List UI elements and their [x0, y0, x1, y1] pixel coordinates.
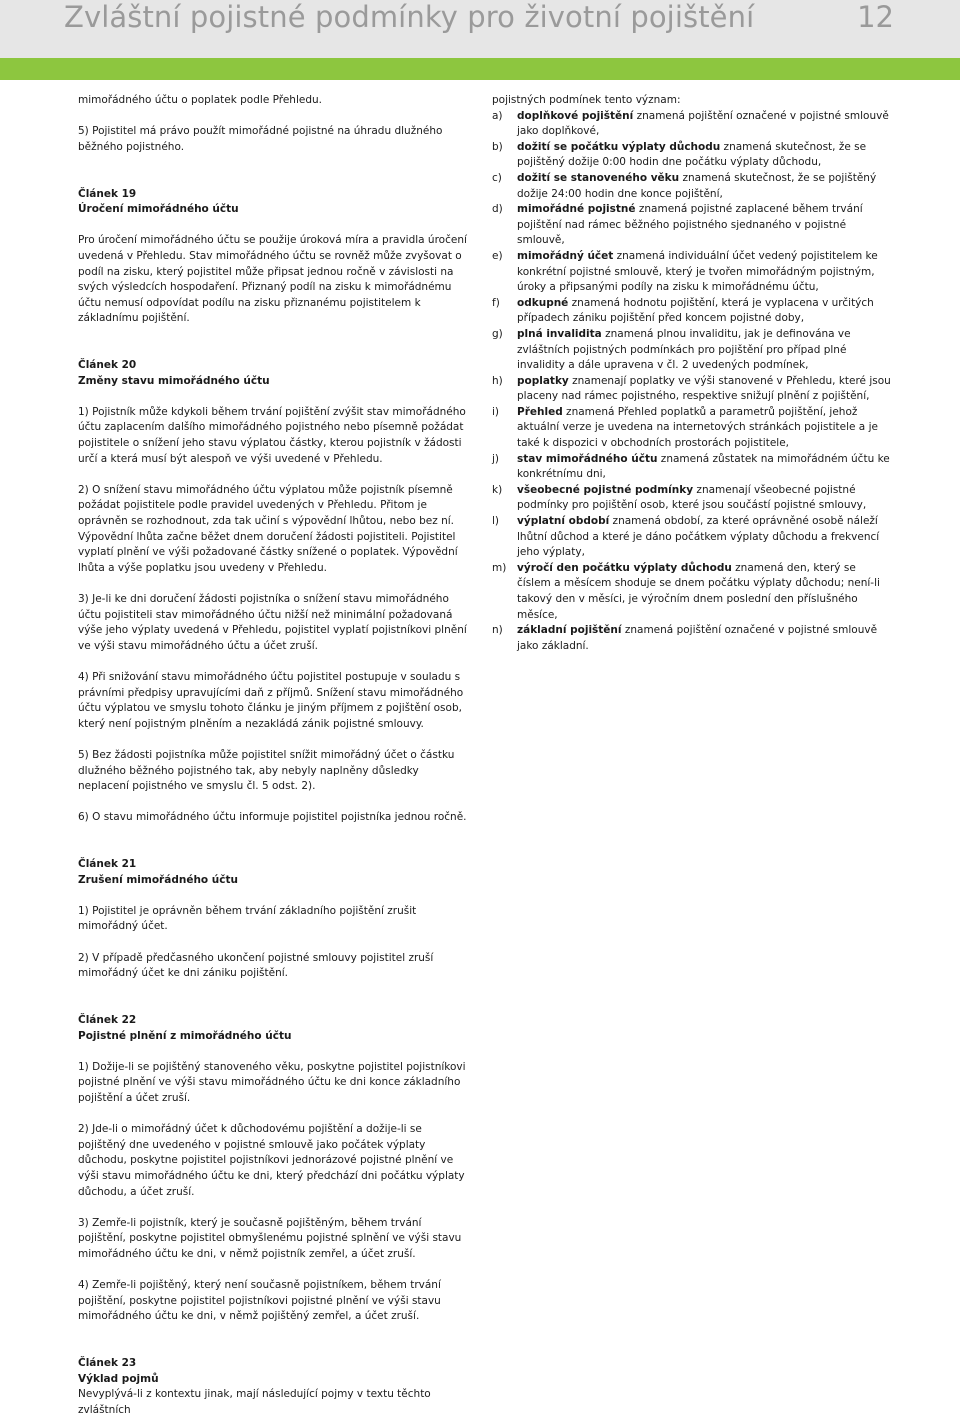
definition-letter: m) — [492, 561, 507, 574]
page-header — [0, 0, 960, 58]
definition-item — [492, 140, 892, 171]
document-title: Zvláštní pojistné podmínky pro životní pojištění — [64, 0, 755, 34]
definition-term: odkupné — [517, 296, 569, 309]
paragraph: 3) Je-li ke dni doručení žádosti pojistníka o snížení stavu mimořádného účtu pojistiteli stav mimořádného účtu nižší než minimální požadovaná výše jeho výplaty uvedená v Přehledu, pojistitel vyplatí pojistníkovi plnění ve výši stavu mimořádného účtu a účet zruší. — [78, 593, 467, 652]
definition-text: znamenají poplatky ve výši stanovené v Přehledu, které jsou placeny nad rámec pojistného, respektive snižují plnění z pojištění, — [517, 374, 891, 403]
definition-term: plná invalidita — [517, 327, 602, 340]
definition-text: znamená hodnotu pojištění, která je vyplacena v určitých případech zániku pojištění před koncem pojistné doby, — [517, 296, 874, 325]
article-title: Změny stavu mimořádného účtu — [78, 374, 270, 387]
definition-letter: i) — [492, 405, 500, 418]
definition-item — [492, 202, 892, 249]
definition-letter: e) — [492, 249, 503, 262]
right-column — [492, 93, 892, 654]
definition-text: znamená individuální účet vedený pojistitelem ke konkrétní pojistné smlouvě, který je tvořen mimořádným pojistným, úroky a připsanými podíly na zisku k mimořádnému účtu, — [517, 249, 878, 294]
definition-term: mimořádné pojistné — [517, 203, 636, 216]
definition-item — [492, 109, 892, 140]
definition-item — [492, 171, 892, 202]
paragraph: 5) Pojistitel má právo použít mimořádné pojistné na úhradu dlužného běžného pojistného. — [78, 125, 443, 153]
paragraph: mimořádného účtu o poplatek podle Přehledu. — [78, 94, 322, 106]
article-title: Pojistné plnění z mimořádného účtu — [78, 1029, 292, 1042]
definition-term: dožití se stanoveného věku — [517, 171, 680, 184]
definition-term: výročí den počátku výplaty důchodu — [517, 561, 732, 574]
definition-text: znamená období, za které oprávněné osobě náleží lhůtní důchod a které je dáno počátkem výplaty důchodu a frekvencí jeho výplaty, — [517, 515, 880, 559]
definition-term: mimořádný účet — [517, 249, 614, 262]
paragraph: 5) Bez žádosti pojistníka může pojistitel snížit mimořádný účet o částku dlužného běžného pojistného tak, aby nebyly naplněny důsledky neplacení pojistného ve smyslu čl. 5 odst. 2). — [78, 748, 455, 793]
definition-term: doplňkové pojištění — [517, 109, 634, 122]
article-number: Článek 22 — [78, 1014, 137, 1027]
article-title: Zrušení mimořádného účtu — [78, 873, 238, 886]
paragraph: 1) Dožije-li se pojištěný stanoveného věku, poskytne pojistitel pojistníkovi pojistné plnění ve výši stavu mimořádného účtu ke dni konce základního pojištění a účet zruší. — [78, 1060, 466, 1104]
definition-text: znamená pojištění označené v pojistné smlouvě jako doplňkové, — [517, 109, 889, 138]
paragraph: Nevyplývá-li z kontextu jinak, mají následující pojmy v textu těchto zvláštních — [78, 1388, 431, 1416]
definition-text: znamená den, který se číslem a měsícem shoduje se dnem počátku výplaty důchodu; není-li takový den v měsíci, je výročním dnem poslední den příslušného měsíce, — [517, 561, 880, 621]
article-title: Úročení mimořádného účtu — [78, 203, 239, 216]
definition-term: poplatky — [517, 374, 569, 387]
definition-item — [492, 514, 892, 561]
definition-term: výplatní období — [517, 515, 610, 528]
definition-text: znamená skutečnost, že se pojištěný dožije 24:00 hodin dne konce pojištění, — [517, 171, 877, 200]
definition-term: stav mimořádného účtu — [517, 452, 658, 465]
definition-item — [492, 327, 892, 374]
definition-letter: a) — [492, 109, 503, 122]
definition-letter: b) — [492, 140, 503, 153]
definition-term: dožití se počátku výplaty důchodu — [517, 140, 721, 153]
definition-letter: c) — [492, 171, 502, 184]
article-number: Článek 21 — [78, 858, 137, 871]
definition-item — [492, 249, 892, 296]
definition-text: znamená zůstatek na mimořádném účtu ke konkrétnímu dni, — [517, 452, 890, 481]
definition-text: znamená pojistné zaplacené během trvání pojištění nad rámec běžného pojistného sjednaného v pojistné smlouvě, — [517, 203, 863, 247]
paragraph: 1) Pojistitel je oprávněn během trvání základního pojištění zrušit mimořádný účet. — [78, 904, 417, 933]
definition-text: znamenají všeobecné pojistné podmínky pro pojištění osob, které jsou součástí pojistné smlouvy, — [517, 483, 867, 512]
page-number: 12 — [857, 0, 894, 34]
definitions-intro: pojistných podmínek tento význam: — [492, 94, 681, 106]
definition-letter: j) — [492, 452, 500, 465]
definition-text: znamená skutečnost, že se pojištěný dožije 0:00 hodin dne počátku výplaty důchodu, — [517, 140, 867, 169]
definition-text: znamená Přehled poplatků a parametrů pojištění, jehož aktuální verze je uvedena na internetových stránkách pojistitele a je také k dispozici v obchodních prostorách pojistitele, — [517, 405, 878, 450]
left-column — [78, 93, 470, 1418]
paragraph: 4) Při snižování stavu mimořádného účtu pojistitel postupuje v souladu s právními předpisy upravujícími daň z příjmů. Snížení stavu mimořádného účtu výplatou ve smyslu tohoto článku je jiným příjmem z pojištění osob, který není pojistným plněním a nezakládá zánik pojistné smlouvy. — [78, 670, 464, 730]
definition-letter: g) — [492, 327, 503, 340]
paragraph: 1) Pojistník může kdykoli během trvání pojištění zvýšit stav mimořádného účtu zaplacením dalšího mimořádného pojistného nebo písemně požádat pojistitele o snížení jeho stavu výplatou částky, kterou pojistník v žádosti určí a která musí být alespoň ve výši uvedené v Přehledu. — [78, 405, 466, 465]
definition-term: Přehled — [517, 405, 563, 418]
definition-item — [492, 374, 892, 405]
definition-letter: k) — [492, 483, 503, 496]
accent-bar — [0, 58, 960, 80]
paragraph: 2) O snížení stavu mimořádného účtu výplatou může pojistník písemně požádat pojistitele podle pravidel uvedených v Přehledu. Přitom je oprávněn se rozhodnout, zda tak učiní s výpovědní lhůtou, nebo bez ní. Výpovědní lhůta začne běžet dnem doručení žádosti pojistiteli. Pojistitel vyplatí plnění ve výši požadované částky snížené o poplatek. Výpovědní lhůta a výše poplatku jsou uvedeny v Přehledu. — [78, 483, 458, 574]
paragraph: Pro úročení mimořádného účtu se použije úroková míra a pravidla úročení uvedená v Přehledu. Stav mimořádného účtu se rovněž může zvyšovat o podíl na zisku, který pojistitel může připsat jednou ročně v závislosti na svých výsledcích hospodaření. Přiznaný podíl na zisku k mimořádnému účtu nemusí odpovídat podílu na zisku přiznanému pojistitelem k základnímu pojištění. — [78, 234, 467, 325]
definition-letter: f) — [492, 296, 500, 309]
paragraph: 2) V případě předčasného ukončení pojistné smlouvy pojistitel zruší mimořádný účet ke dni zániku pojištění. — [78, 951, 434, 980]
article-number: Článek 19 — [78, 187, 137, 200]
definition-item — [492, 452, 892, 483]
definition-text: znamená pojištění označené v pojistné smlouvě jako základní. — [517, 624, 878, 652]
definition-item — [492, 405, 892, 452]
article-number: Článek 20 — [78, 359, 137, 372]
definition-term: základní pojištění — [517, 624, 622, 637]
definition-letter: l) — [492, 515, 500, 528]
definition-item — [492, 483, 892, 514]
definition-letter: h) — [492, 374, 503, 387]
definition-letter: d) — [492, 203, 503, 216]
definition-text: znamená plnou invaliditu, jak je definována ve zvláštních pojistných podmínkách pro pojištění pro případ plné invalidity a dále upravena v čl. 2 uvedených podmínek, — [517, 327, 851, 372]
definitions-list — [492, 109, 892, 655]
definition-term: všeobecné pojistné podmínky — [517, 483, 694, 496]
paragraph: 2) Jde-li o mimořádný účet k důchodovému pojištění a dožije-li se pojištěný dne uvedeného v pojistné smlouvě jako počátek výplaty důchodu, poskytne pojistitel pojistníkovi jednorázové pojistné plnění ve výši stavu mimořádného účtu ke dni, který předchází dni počátku výplaty důchodu, a účet zruší. — [78, 1123, 465, 1198]
definition-letter: n) — [492, 624, 503, 637]
paragraph: 6) O stavu mimořádného účtu informuje pojistitel pojistníka jednou ročně. — [78, 811, 467, 824]
definition-item — [492, 296, 892, 327]
paragraph: 3) Zemře-li pojistník, který je současně pojištěným, během trvání pojištění, poskytne pojistitel obmyšlenému pojistné splnění ve výši stavu mimořádného účtu ke dni, v němž pojistník zemřel, a účet zruší. — [78, 1216, 462, 1260]
article-title: Výklad pojmů — [78, 1372, 159, 1385]
definition-item — [492, 623, 892, 654]
paragraph: 4) Zemře-li pojištěný, který není současně pojistníkem, během trvání pojištění, poskytne pojistitel pojistníkovi pojistné plnění ve výši stavu mimořádného účtu ke dni, v němž pojištěný zemřel, a účet zruší. — [78, 1279, 441, 1323]
definition-item — [492, 561, 892, 623]
article-number: Článek 23 — [78, 1357, 137, 1370]
